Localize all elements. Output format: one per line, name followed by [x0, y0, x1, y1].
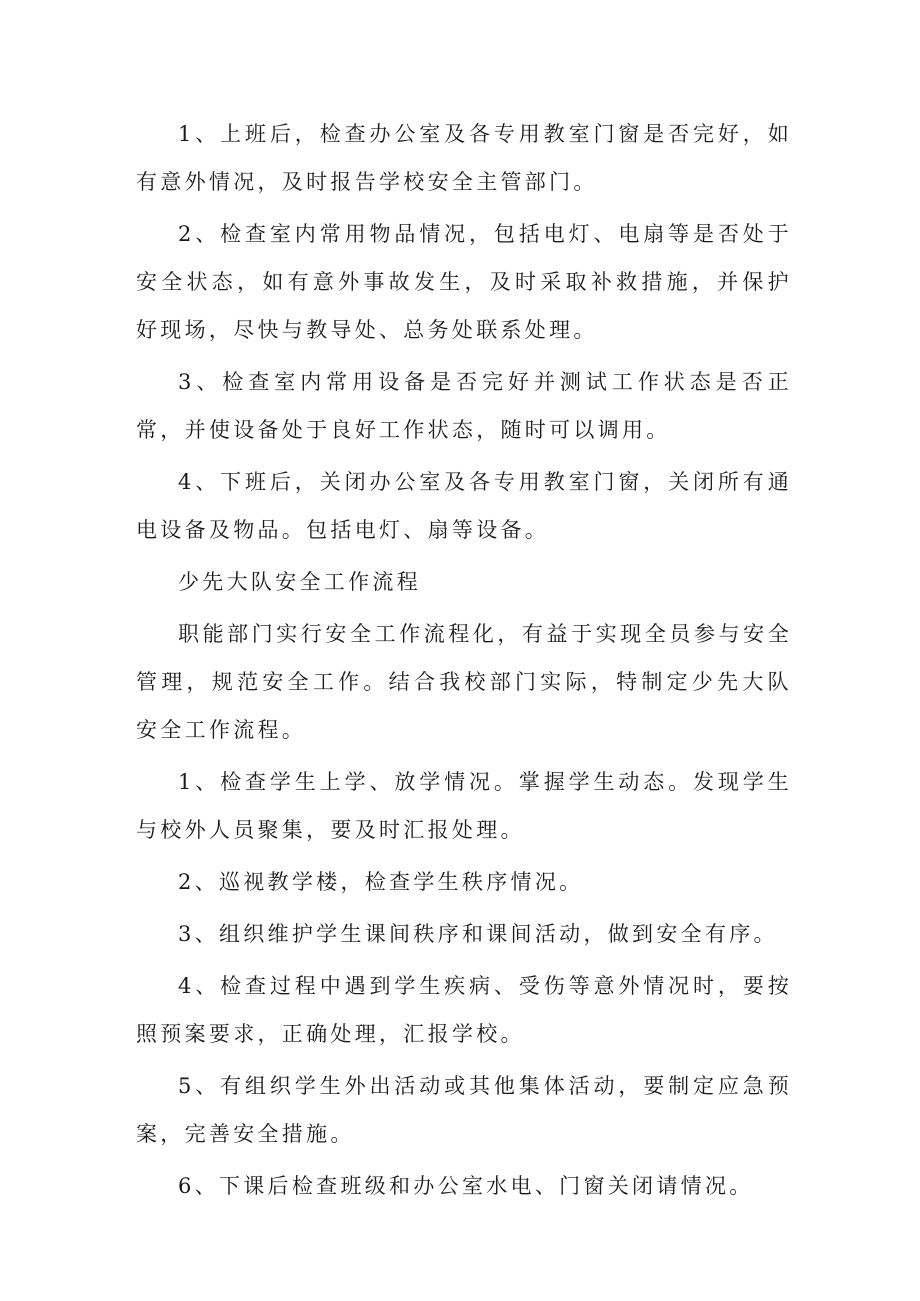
- paragraph-young-pioneers-intro: 职能部门实行安全工作流程化，有益于实现全员参与安全管理，规范安全工作。结合我校部门实际，特制定少先大队安全工作流程。: [136, 622, 792, 742]
- paragraph-pioneers-step-3: 3、组织维护学生课间秩序和课间活动，做到安全有序。: [178, 922, 778, 946]
- paragraph-office-check-equipment: 3、检查室内常用设备是否完好并测试工作状态是否正常，并使设备处于良好工作状态，随时可以调用。: [136, 370, 792, 442]
- paragraph-office-check-doors: 1、上班后，检查办公室及各专用教室门窗是否完好，如有意外情况，及时报告学校安全主管部门。: [136, 122, 792, 194]
- paragraph-pioneers-step-4: 4、检查过程中遇到学生疾病、受伤等意外情况时，要按照预案要求，正确处理，汇报学校。: [136, 974, 792, 1046]
- section-heading-young-pioneers: 少先大队安全工作流程: [178, 570, 421, 594]
- paragraph-office-close-up: 4、下班后，关闭办公室及各专用教室门窗，关闭所有通电设备及物品。包括电灯、扇等设备。: [136, 470, 792, 542]
- paragraph-office-check-items: 2、检查室内常用物品情况，包括电灯、电扇等是否处于安全状态，如有意外事故发生，及时采取补救措施，并保护好现场，尽快与教导处、总务处联系处理。: [136, 222, 792, 342]
- paragraph-pioneers-step-1: 1、检查学生上学、放学情况。掌握学生动态。发现学生与校外人员聚集，要及时汇报处理。: [136, 770, 792, 842]
- paragraph-pioneers-step-6: 6、下课后检查班级和办公室水电、门窗关闭请情况。: [178, 1174, 754, 1198]
- paragraph-pioneers-step-5: 5、有组织学生外出活动或其他集体活动，要制定应急预案，完善安全措施。: [136, 1074, 792, 1146]
- paragraph-pioneers-step-2: 2、巡视教学楼，检查学生秩序情况。: [178, 870, 584, 894]
- document-body: [136, 110, 792, 1214]
